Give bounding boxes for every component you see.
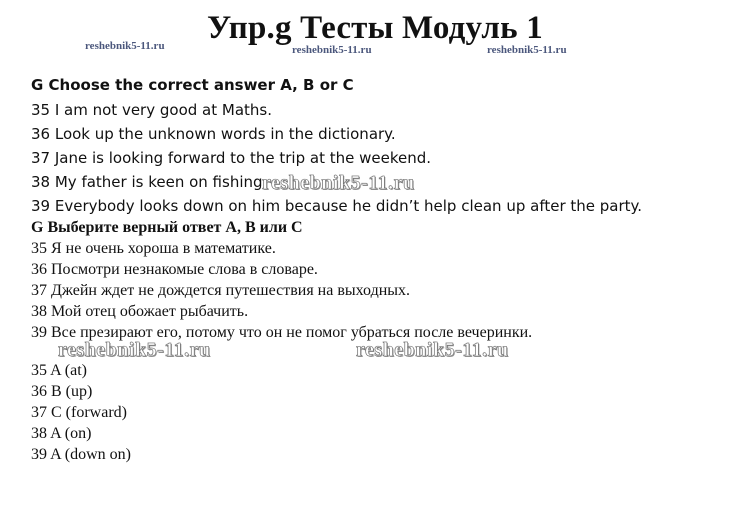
answer-item: 37 C (forward): [31, 404, 127, 421]
watermark-small: reshebnik5-11.ru: [487, 44, 567, 56]
russian-item: 37 Джейн ждет не дождется путешествия на выходных.: [31, 282, 411, 299]
answer-item: 36 B (up): [31, 383, 93, 400]
english-item: 39 Everybody looks down on him because he didn’t help clean up after the party.: [31, 197, 643, 215]
russian-item: 36 Посмотри незнакомые слова в словаре.: [31, 261, 318, 278]
english-heading: G Choose the correct answer A, B or C: [31, 76, 354, 94]
russian-item: 39 Все презирают его, потому что он не помог убраться после вечеринки.: [31, 324, 533, 341]
page-title: Упр.g Тесты Модуль 1: [207, 10, 543, 46]
answer-item: 39 A (down on): [31, 446, 131, 463]
watermark-large: reshebnik5-11.ru: [262, 172, 415, 194]
english-item: 37 Jane is looking forward to the trip at the weekend.: [31, 149, 432, 167]
english-section: [31, 74, 642, 218]
watermark-small: reshebnik5-11.ru: [85, 40, 165, 52]
answer-item: 35 A (at): [31, 362, 87, 379]
answer-item: 38 A (on): [31, 425, 92, 442]
russian-heading: G Выберите верный ответ А, В или С: [31, 219, 303, 236]
english-item: 36 Look up the unknown words in the dictionary.: [31, 125, 396, 143]
answers-section: [31, 360, 131, 465]
english-item: 35 I am not very good at Maths.: [31, 101, 272, 119]
watermark-large: reshebnik5-11.ru: [58, 339, 211, 361]
russian-section: [31, 217, 532, 343]
russian-item: 38 Мой отец обожает рыбачить.: [31, 303, 249, 320]
watermark-small: reshebnik5-11.ru: [292, 44, 372, 56]
english-item: 38 My father is keen on fishing.: [31, 173, 268, 191]
watermark-large: reshebnik5-11.ru: [356, 339, 509, 361]
russian-item: 35 Я не очень хороша в математике.: [31, 240, 276, 257]
